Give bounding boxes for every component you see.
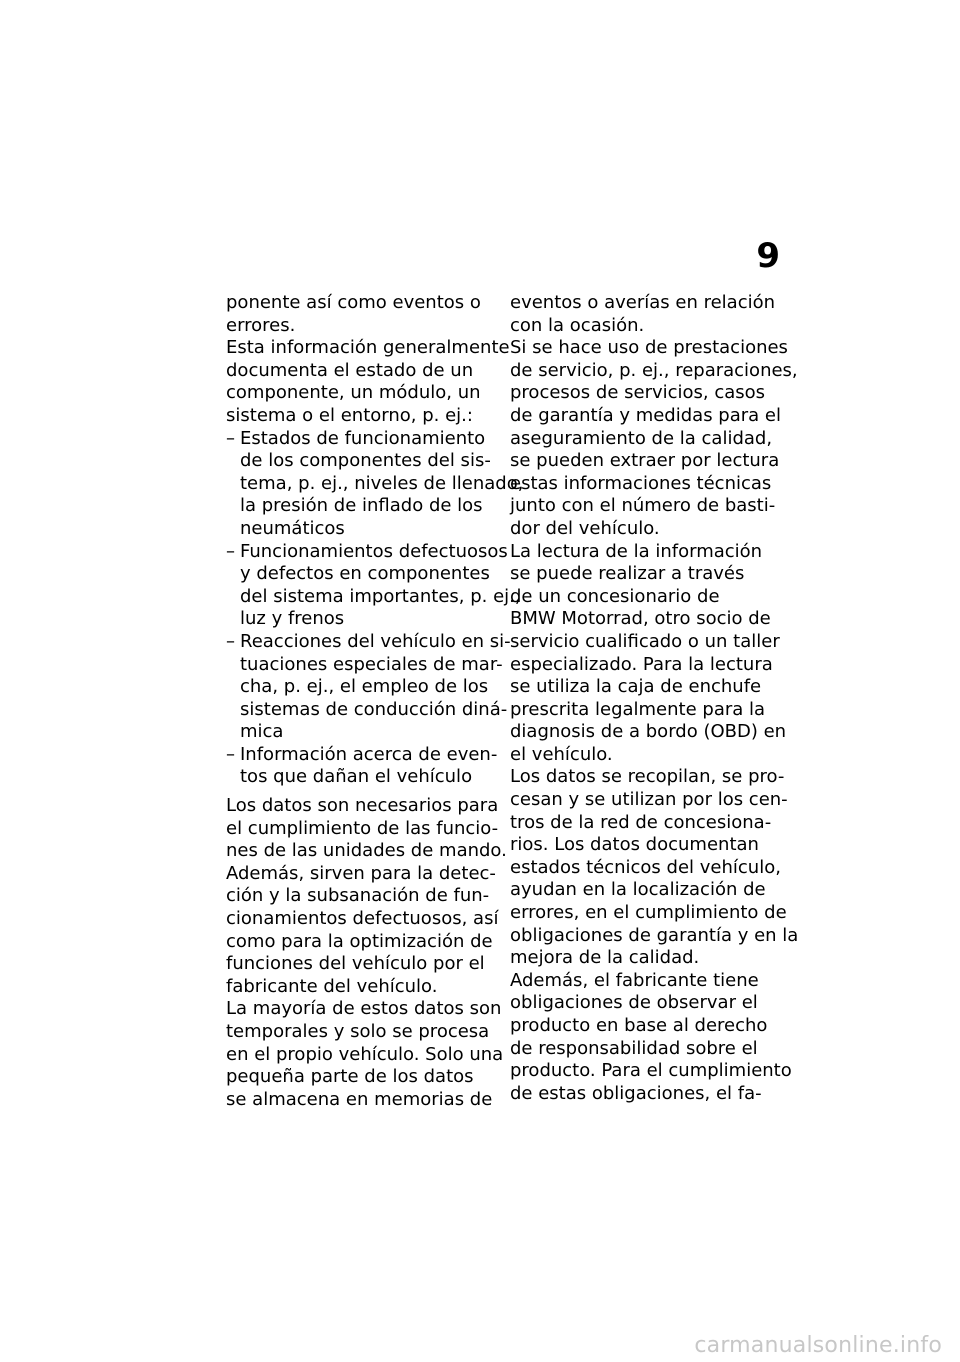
text-line: de responsabilidad sobre el — [510, 1037, 758, 1059]
text-line: de garantía y medidas para el — [510, 404, 781, 426]
text-line: fabricante del vehículo. — [226, 975, 438, 997]
text-line: tema, p. ej., niveles de llenado, — [240, 472, 524, 494]
text-line: Los datos son necesarios para — [226, 795, 499, 817]
dash-marker: – — [226, 427, 235, 449]
text-line: funciones del vehículo por el — [226, 953, 485, 975]
text-line: el vehículo. — [510, 743, 613, 765]
text-line: temporales y solo se procesa — [226, 1021, 490, 1042]
text-line: se utiliza la caja de enchufe — [510, 676, 762, 698]
dash-marker: – — [226, 743, 235, 765]
text-line: Esta información generalmente — [226, 337, 510, 359]
text-line: y defectos en componentes — [240, 563, 490, 585]
text-line: producto. Para el cumplimiento — [510, 1060, 792, 1082]
text-line: la presión de inflado de los — [240, 495, 483, 517]
text-line: ción y la subsanación de fun- — [226, 885, 490, 907]
text-line: eventos o averías en relación — [510, 292, 776, 313]
text-line: del sistema importantes, p. ej., — [240, 585, 521, 607]
text-line: servicio cualificado o un taller — [510, 630, 780, 652]
text-line: con la ocasión. — [510, 314, 645, 336]
text-line: estas informaciones técnicas — [510, 472, 772, 494]
text-line: La mayoría de estos datos son — [226, 998, 502, 1020]
text-line: junto con el número de basti- — [510, 495, 776, 517]
text-line: pequeña parte de los datos — [226, 1066, 474, 1088]
text-line: rios. Los datos documentan — [510, 834, 759, 856]
text-line: dor del vehículo. — [510, 517, 660, 539]
text-line: cionamientos defectuosos, así — [226, 908, 499, 930]
text-line: luz y frenos — [240, 608, 345, 630]
text-line: sistemas de conducción diná- — [240, 698, 508, 720]
bullet-list — [226, 427, 524, 790]
text-line: aseguramiento de la calidad, — [510, 427, 773, 449]
page-number: 9 — [756, 236, 780, 276]
text-line: Además, sirven para la detec- — [226, 862, 496, 884]
text-line: Además, el fabricante tiene — [510, 969, 759, 991]
list-item — [226, 744, 506, 789]
text-line: Si se hace uso de prestaciones — [510, 337, 788, 359]
text-line: tros de la red de concesiona- — [510, 811, 772, 833]
left-column — [226, 292, 524, 1111]
text-line: prescrita legalmente para la — [510, 698, 766, 720]
text-line: de estas obligaciones, el fa- — [510, 1082, 762, 1104]
dash-marker: – — [226, 540, 235, 562]
text-line: en el propio vehículo. Solo una — [226, 1043, 504, 1065]
text-line: errores. — [226, 314, 296, 336]
text-line: Los datos se recopilan, se pro- — [510, 766, 785, 788]
list-item — [226, 427, 524, 541]
list-item — [226, 540, 521, 631]
text-line: tuaciones especiales de mar- — [240, 653, 503, 675]
text-line: sistema o el entorno, p. ej.: — [226, 404, 473, 426]
text-line: de servicio, p. ej., reparaciones, — [510, 359, 798, 381]
text-line: ayudan en la localización de — [510, 879, 766, 901]
text-line: estados técnicos del vehículo, — [510, 856, 781, 878]
text-line: BMW Motorrad, otro socio de — [510, 608, 771, 630]
text-line: obligaciones de garantía y en la — [510, 924, 799, 946]
dash-marker: – — [226, 630, 235, 652]
text-line: mejora de la calidad. — [510, 947, 700, 969]
list-item — [226, 630, 511, 744]
text-line: diagnosis de a bordo (OBD) en — [510, 721, 787, 743]
right-column — [510, 292, 799, 1105]
text-line: como para la optimización de — [226, 930, 493, 952]
text-line: neumáticos — [240, 517, 345, 539]
text-line: documenta el estado de un — [226, 359, 474, 381]
text-line: nes de las unidades de mando. — [226, 840, 507, 862]
text-line: Funcionamientos defectuosos — [240, 540, 508, 562]
text-line: cha, p. ej., el empleo de los — [240, 676, 489, 698]
text-line: obligaciones de observar el — [510, 992, 758, 1014]
text-line: ponente así como eventos o — [226, 292, 481, 313]
watermark-link[interactable]: carmanualsonline.info — [694, 1333, 942, 1358]
text-line: errores, en el cumplimiento de — [510, 902, 787, 924]
text-line: producto en base al derecho — [510, 1015, 768, 1036]
text-line: se puede realizar a través — [510, 563, 745, 585]
text-line: de los componentes del sis- — [240, 450, 491, 472]
text-line: se almacena en memorias de — [226, 1088, 493, 1110]
text-line: de un concesionario de — [510, 585, 720, 607]
text-line: especializado. Para la lectura — [510, 653, 773, 675]
text-line: Información acerca de even- — [240, 743, 498, 765]
text-line: La lectura de la información — [510, 540, 763, 562]
text-line: se pueden extraer por lectura — [510, 450, 780, 472]
text-line: Reacciones del vehículo en si- — [240, 630, 511, 652]
text-line: mica — [240, 721, 284, 743]
text-line: cesan y se utilizan por los cen- — [510, 789, 788, 811]
text-line: el cumplimiento de las funcio- — [226, 817, 499, 839]
text-line: procesos de servicios, casos — [510, 382, 766, 404]
text-line: componente, un módulo, un — [226, 382, 481, 404]
text-line: tos que dañan el vehículo — [240, 766, 473, 788]
text-line: Estados de funcionamiento — [240, 427, 486, 449]
